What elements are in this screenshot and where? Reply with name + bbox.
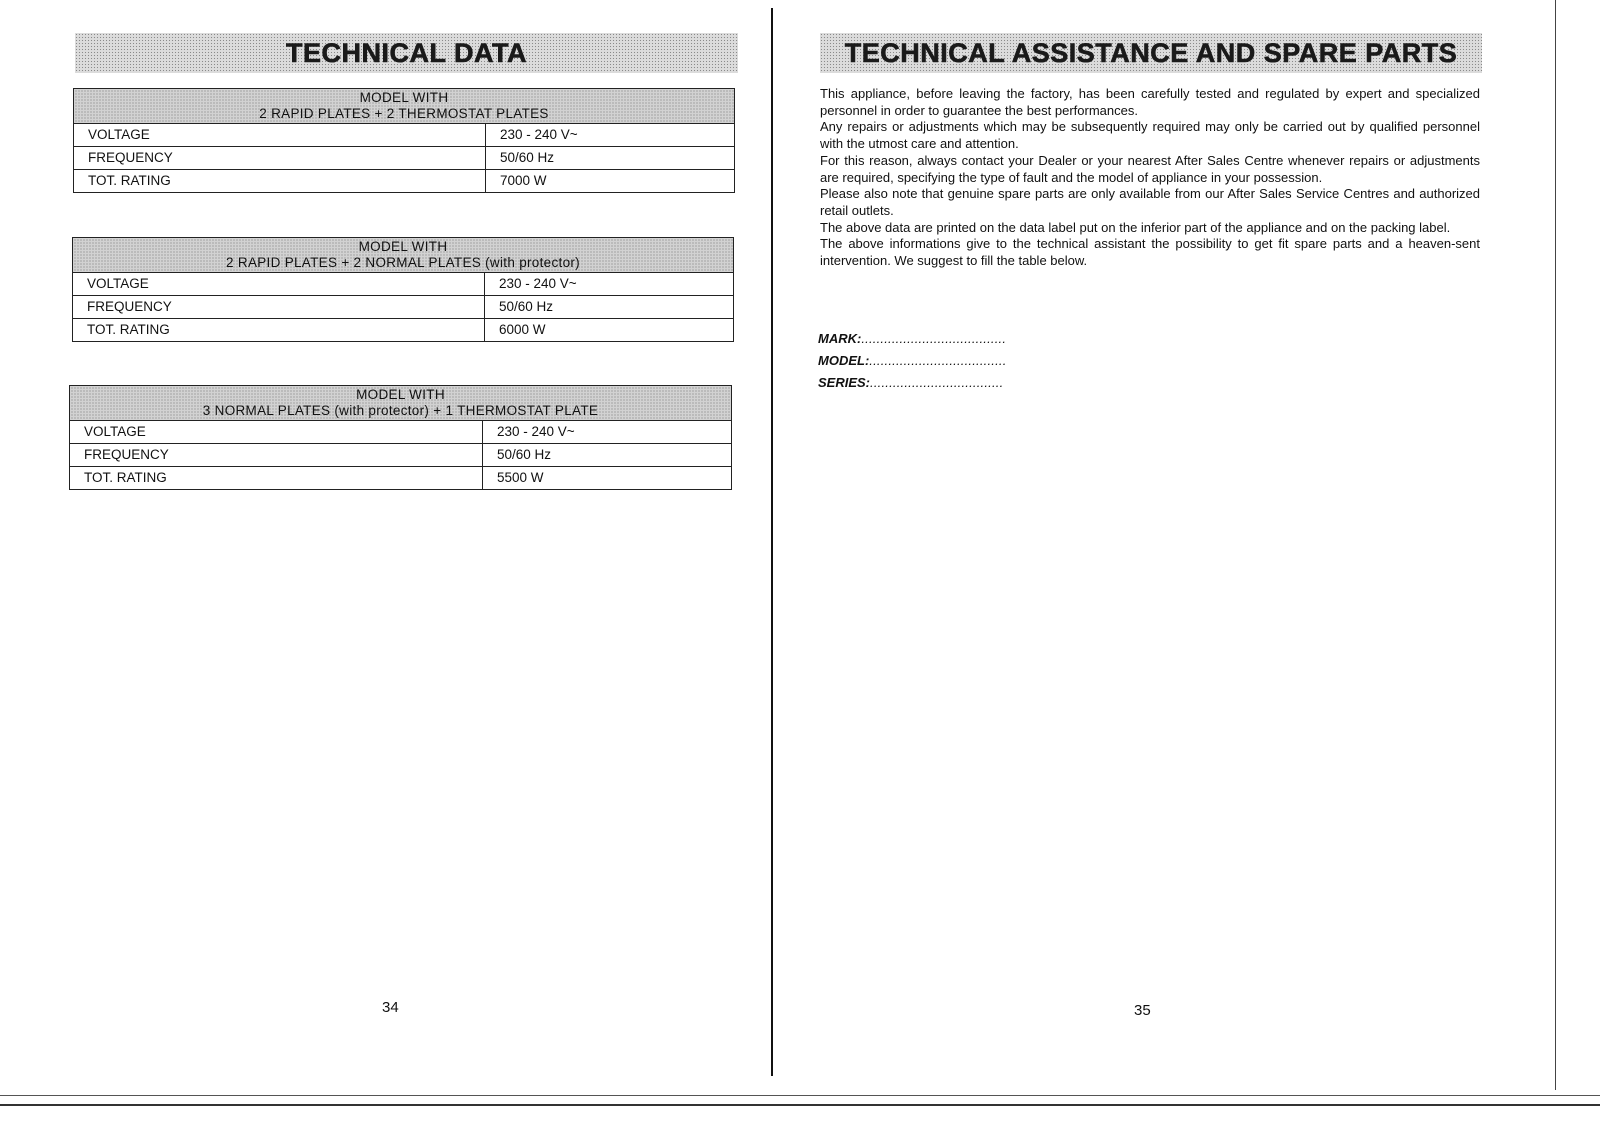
field-label: SERIES: [818,375,871,390]
row-value: 50/60 Hz [483,444,732,467]
table-row [74,170,735,193]
row-value: 50/60 Hz [486,147,735,170]
row-value: 230 - 240 V~ [485,273,734,296]
page-number: 34 [382,999,399,1016]
field-label: MODEL: [818,353,870,368]
paragraph: This appliance, before leaving the factory, has been carefully tested and regulated by expert and specialized personnel in order to guarantee the best performances. [820,86,1480,118]
field-label: MARK: [818,331,862,346]
row-label: TOT. RATING [70,467,483,490]
field-blank: ................................... [870,375,1004,390]
table-header-line2: 3 NORMAL PLATES (with protector) + 1 THERMOSTAT PLATE [202,403,599,418]
row-value: 50/60 Hz [485,296,734,319]
table-header-line1: MODEL WITH [359,90,449,105]
body-text [820,86,1480,270]
scan-edge-line [0,1104,1600,1106]
paragraph: Please also note that genuine spare parts are only available from our After Sales Service Centres and authorized retail outlets. [820,186,1480,218]
row-value: 230 - 240 V~ [483,421,732,444]
page-spine [771,8,773,1076]
table-row [74,147,735,170]
paragraph: The above data are printed on the data label put on the inferior part of the appliance and on the packing label. [820,219,1451,235]
row-label: VOLTAGE [74,124,486,147]
table-header-line1: MODEL WITH [356,387,445,402]
row-label: FREQUENCY [70,444,483,467]
page-title: TECHNICAL ASSISTANCE AND SPARE PARTS [844,37,1458,68]
page-title: TECHNICAL DATA [286,37,527,68]
page-edge [1555,0,1556,1090]
table-header-line2: 2 RAPID PLATES + 2 NORMAL PLATES (with protector) [226,255,580,270]
spec-table [73,88,735,193]
row-label: FREQUENCY [74,147,486,170]
field-blank: .................................... [869,353,1007,368]
technical-assistance-title-bar [820,33,1482,73]
paragraph: The above informations give to the technical assistant the possibility to get fit spare parts and a heaven-sent intervention. We suggest to fill the table below. [820,236,1480,269]
page-number: 35 [1134,1002,1151,1019]
series-field [818,372,1007,394]
row-label: TOT. RATING [73,319,485,342]
paragraph: Any repairs or adjustments which may be subsequently required may only be carried out by qualified personnel with the utmost care and attention. [820,119,1480,152]
table-row [73,319,734,342]
left-page [0,0,785,1131]
table-header [73,238,734,273]
table-row [70,444,732,467]
table-row [73,273,734,296]
table-header-line2: 2 RAPID PLATES + 2 THERMOSTAT PLATES [259,106,549,121]
spec-table [69,385,732,490]
paragraph: For this reason, always contact your Dealer or your nearest After Sales Centre whenever repairs or adjustments are required, specifying the type of fault and the model of appliance in your possession. [820,152,1480,185]
row-label: VOLTAGE [73,273,485,296]
model-field [818,350,1007,372]
row-value: 230 - 240 V~ [486,124,735,147]
row-label: TOT. RATING [74,170,486,193]
field-blank: ...................................... [861,331,1007,346]
scan-edge-line [0,1095,1600,1096]
fill-in-fields [818,328,1007,394]
table-header [74,89,735,124]
row-label: VOLTAGE [70,421,483,444]
row-value: 5500 W [483,467,732,490]
row-value: 6000 W [485,319,734,342]
spec-table [72,237,734,342]
table-row [70,421,732,444]
technical-data-title-bar [75,33,738,73]
row-value: 7000 W [486,170,735,193]
row-label: FREQUENCY [73,296,485,319]
table-row [74,124,735,147]
table-row [70,467,732,490]
table-row [73,296,734,319]
table-header [70,386,732,421]
table-header-line1: MODEL WITH [358,239,448,254]
mark-field [818,328,1007,350]
